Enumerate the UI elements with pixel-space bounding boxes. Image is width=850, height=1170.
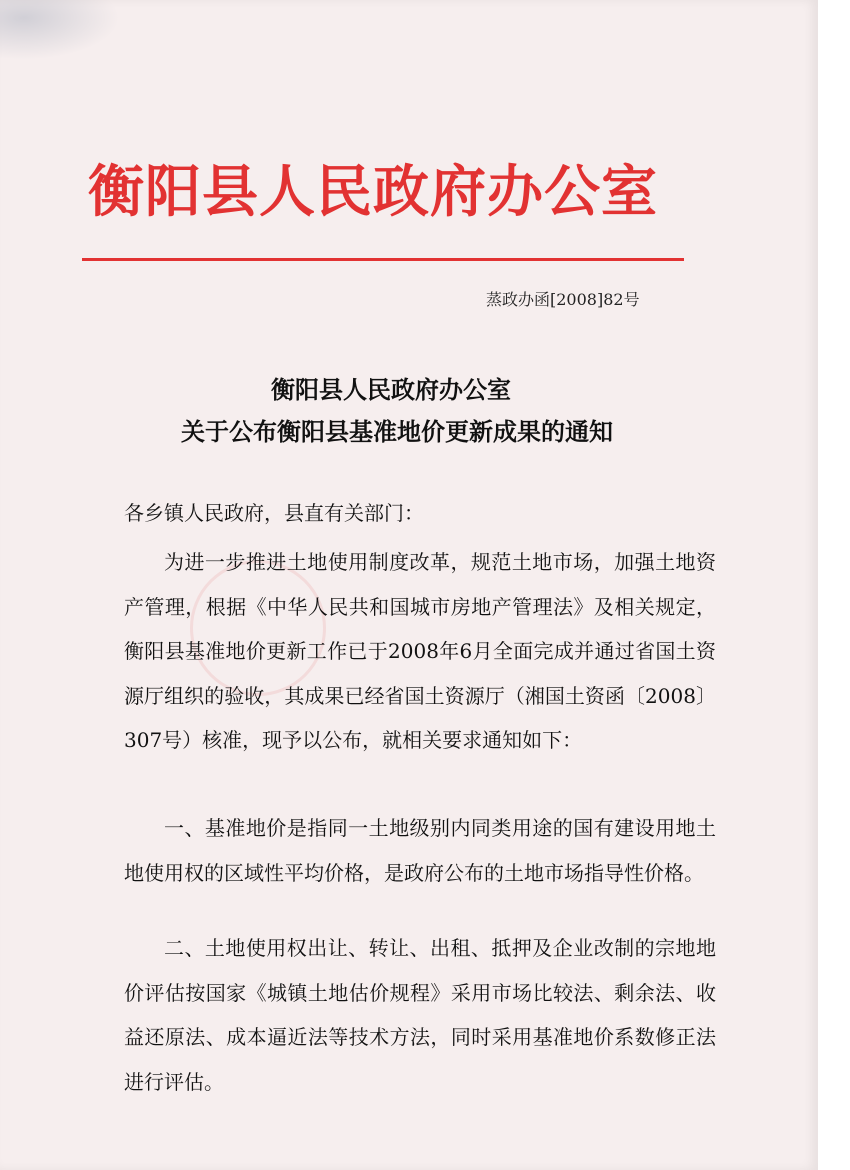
letterhead-red-rule [82,258,684,261]
paragraph-item-2: 二、土地使用权出让、转让、出租、抵押及企业改制的宗地地价评估按国家《城镇土地估价规程》采用市场比较法、剩余法、收益还原法、成本逼近法等技术方法，同时采用基准地价系数修正法进行评估。 [124,936,716,1094]
scan-margin [818,0,850,1170]
paragraph-item-1: 一、基准地价是指同一土地级别内同类用途的国有建设用地土地使用权的区域性平均价格，是政府公布的土地市场指导性价格。 [124,816,716,885]
paper-stain [0,0,120,60]
notice-title-line2: 关于公布衡阳县基准地价更新成果的通知 [181,417,613,446]
salutation: 各乡镇人民政府，县直有关部门： [124,501,424,525]
notice-title-line1: 衡阳县人民政府办公室 [271,375,511,404]
letterhead-title: 衡阳县人民政府办公室 [88,159,658,225]
paragraph-intro: 为进一步推进土地使用制度改革，规范土地市场，加强土地资产管理，根据《中华人民共和国城市房地产管理法》及相关规定，衡阳县基准地价更新工作已于2008年6月全面完成并通过省国土资源厅组织的验收，其成果已经省国土资源厅（湘国土资函〔2008〕307号）核准，现予以公布，就相关要求通知如下： [124,550,716,752]
document-number: 蒸政办函[2008]82号 [486,290,640,309]
